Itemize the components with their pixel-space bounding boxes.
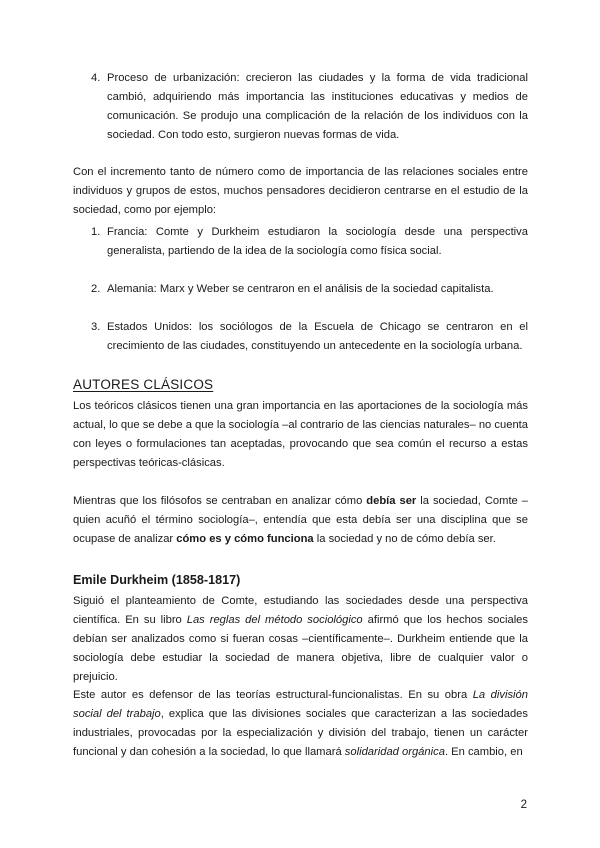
countries-list — [73, 223, 528, 356]
durkheim-p2-book-title: La división social del trabajo — [73, 689, 528, 720]
list-item-text: Francia: Comte y Durkheim estudiaron la sociología desde una perspectiva generalista, partiendo de la idea de la sociología como física social. — [107, 226, 528, 257]
durkheim-paragraph-1 — [73, 592, 528, 687]
list-item-text: Estados Unidos: los sociólogos de la Escuela de Chicago se centraron en el crecimiento de las ciudades, constituyendo un antecedente en la sociología urbana. — [107, 321, 528, 352]
list-item-text: Proceso de urbanización: crecieron las ciudades y la forma de vida tradicional cambió, adquiriendo más importancia las instituciones educativas y medios de comunicación. Se produjo una complicación de la relación de los individuos con la sociedad. Con todo esto, surgieron nuevas formas de vida. — [107, 72, 528, 141]
list-number: 4. — [91, 72, 101, 84]
urbanization-list — [73, 69, 528, 145]
durkheim-heading: Emile Durkheim (1858-1817) — [73, 573, 241, 587]
durkheim-p1-book-title: Las reglas del método sociológico — [186, 614, 363, 626]
comte-text-1: Mientras que los filósofos se centraban en analizar cómo — [73, 495, 367, 507]
list-item-francia — [73, 223, 528, 261]
list-item-urbanization — [73, 69, 528, 145]
list-item-estados-unidos — [73, 318, 528, 356]
list-number: 2. — [91, 283, 101, 295]
list-number: 1. — [91, 226, 101, 238]
list-number: 3. — [91, 321, 101, 333]
intro-paragraph: Con el incremento tanto de número como de importancia de las relaciones sociales entre individuos y grupos de estos, muchos pensadores decidieron centrarse en el estudio de la sociedad, como por ejemplo: — [73, 166, 528, 216]
section-heading-autores-clasicos: AUTORES CLÁSICOS — [73, 377, 214, 392]
comte-bold-como-es: cómo es y cómo funciona — [176, 533, 314, 545]
comte-text-3: la sociedad y no de cómo debía ser. — [313, 533, 496, 545]
durkheim-p2-text-2: , explica que las divisiones sociales que caracterizan a las sociedades industriales, provocadas por la especialización y división del trabajo, tienen un carácter funcional y dan cohesión a la sociedad, lo que llamará — [73, 708, 528, 758]
comte-text-2: la sociedad, Comte –quien acuñó el término sociología–, entendía que esta debía ser una disciplina que se ocupase de analizar — [73, 495, 528, 545]
list-item-text: Alemania: Marx y Weber se centraron en el análisis de la sociedad capitalista. — [107, 283, 494, 295]
comte-bold-debia-ser: debía ser — [366, 495, 417, 507]
durkheim-paragraph-2 — [73, 686, 528, 762]
list-item-alemania — [73, 280, 528, 299]
durkheim-p1-text-1: Siguió el planteamiento de Comte, estudiando las sociedades desde una perspectiva científica. En su libro — [73, 595, 528, 626]
page-number: 2 — [520, 799, 527, 811]
durkheim-p2-text-3: . En cambio, en — [444, 746, 523, 758]
classics-paragraph: Los teóricos clásicos tienen una gran importancia en las aportaciones de la sociología más actual, lo que se debe a que la sociología –al contrario de las ciencias naturales– no cuenta con leyes o formulaciones tan aceptadas, provocando que sea común el recurso a estas perspectivas teóricas-clásicas. — [73, 400, 528, 469]
durkheim-p2-text-1: Este autor es defensor de las teorías estructural-funcionalistas. En su obra — [73, 689, 473, 701]
durkheim-p1-text-2: afirmó que los hechos sociales debían ser analizados como si fueran cosas –científicamente–. Durkheim entiende que la sociología debe estudiar la sociedad de manera objetiva, libre de cualquier valor o prejuicio. — [73, 614, 528, 683]
durkheim-p2-term: solidaridad orgánica — [344, 746, 445, 758]
comte-paragraph — [73, 492, 528, 549]
